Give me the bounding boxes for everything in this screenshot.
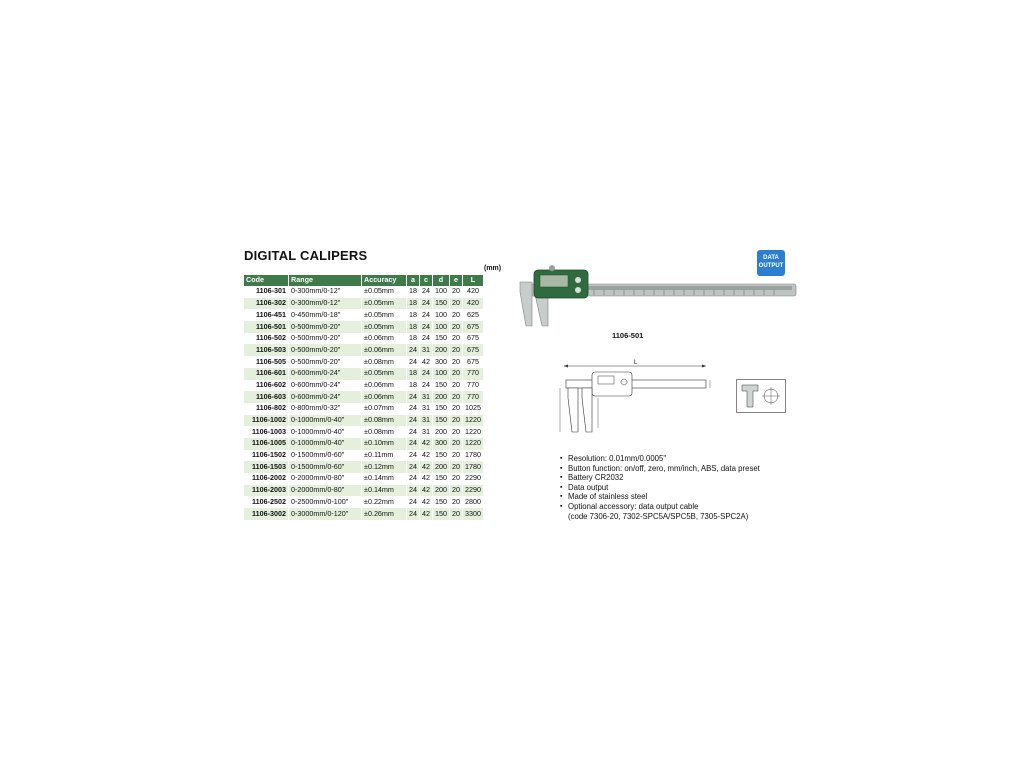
cell-a: 24 — [407, 426, 420, 438]
table-row — [244, 496, 484, 508]
cell-code: 1106-1005 — [244, 438, 289, 450]
cell-d: 150 — [433, 333, 450, 345]
table-header-row — [244, 275, 484, 286]
table-row — [244, 309, 484, 321]
cell-l: 1780 — [463, 450, 484, 462]
cell-accuracy: ±0.05mm — [362, 286, 407, 298]
cell-e: 20 — [450, 309, 463, 321]
cell-d: 150 — [433, 508, 450, 520]
cell-l: 2800 — [463, 496, 484, 508]
cell-l: 420 — [463, 298, 484, 310]
cell-c: 31 — [420, 344, 433, 356]
cell-accuracy: ±0.11mm — [362, 450, 407, 462]
product-model-label: 1106-501 — [612, 331, 644, 340]
cell-e: 20 — [450, 438, 463, 450]
cell-a: 24 — [407, 473, 420, 485]
cell-a: 24 — [407, 461, 420, 473]
cell-accuracy: ±0.05mm — [362, 309, 407, 321]
table-row — [244, 473, 484, 485]
cell-c: 42 — [420, 473, 433, 485]
cell-c: 24 — [420, 309, 433, 321]
table-row — [244, 321, 484, 333]
cell-l: 1220 — [463, 438, 484, 450]
cell-accuracy: ±0.08mm — [362, 415, 407, 427]
cell-l: 625 — [463, 309, 484, 321]
cell-accuracy: ±0.06mm — [362, 333, 407, 345]
header-d: d — [433, 275, 450, 286]
cell-a: 18 — [407, 309, 420, 321]
cell-e: 20 — [450, 356, 463, 368]
cell-a: 18 — [407, 368, 420, 380]
feature-data-output: ▪ Data output — [560, 483, 760, 493]
cell-code: 1106-503 — [244, 344, 289, 356]
cell-e: 20 — [450, 380, 463, 392]
cell-e: 20 — [450, 485, 463, 497]
cell-code: 1106-502 — [244, 333, 289, 345]
badge-line-1: DATA — [763, 255, 779, 261]
cell-c: 24 — [420, 368, 433, 380]
cell-l: 770 — [463, 391, 484, 403]
unit-note: (mm) — [484, 265, 502, 272]
cell-l: 675 — [463, 321, 484, 333]
cell-e: 20 — [450, 426, 463, 438]
cell-e: 20 — [450, 321, 463, 333]
cell-a: 18 — [407, 298, 420, 310]
cell-accuracy: ±0.10mm — [362, 438, 407, 450]
cell-c: 42 — [420, 496, 433, 508]
cell-l: 675 — [463, 333, 484, 345]
cell-e: 20 — [450, 403, 463, 415]
feature-material: ▪ Made of stainless steel — [560, 492, 760, 502]
cell-l: 675 — [463, 344, 484, 356]
cell-code: 1106-505 — [244, 356, 289, 368]
table-row — [244, 333, 484, 345]
cell-a: 24 — [407, 391, 420, 403]
cell-e: 20 — [450, 344, 463, 356]
cell-accuracy: ±0.05mm — [362, 368, 407, 380]
header-a: a — [407, 275, 420, 286]
cell-a: 24 — [407, 344, 420, 356]
cell-accuracy: ±0.06mm — [362, 344, 407, 356]
header-code: Code — [244, 275, 289, 286]
table-row — [244, 286, 484, 298]
cell-c: 31 — [420, 391, 433, 403]
cell-code: 1106-501 — [244, 321, 289, 333]
cell-code: 1106-1003 — [244, 426, 289, 438]
cell-e: 20 — [450, 508, 463, 520]
cell-a: 18 — [407, 380, 420, 392]
cell-code: 1106-2002 — [244, 473, 289, 485]
cell-c: 42 — [420, 485, 433, 497]
table-row — [244, 368, 484, 380]
cell-range: 0-1000mm/0-40" — [289, 426, 362, 438]
cell-d: 300 — [433, 438, 450, 450]
cell-d: 150 — [433, 415, 450, 427]
cell-a: 24 — [407, 415, 420, 427]
cell-code: 1106-1002 — [244, 415, 289, 427]
feature-accessory: ▪ Optional accessory: data output cable — [560, 502, 760, 512]
feature-list — [560, 454, 760, 521]
cell-a: 24 — [407, 496, 420, 508]
cell-accuracy: ±0.08mm — [362, 356, 407, 368]
cell-d: 200 — [433, 344, 450, 356]
cell-c: 24 — [420, 298, 433, 310]
cell-a: 18 — [407, 321, 420, 333]
table-row — [244, 356, 484, 368]
cell-range: 0-600mm/0-24" — [289, 368, 362, 380]
cell-d: 100 — [433, 286, 450, 298]
cell-l: 1025 — [463, 403, 484, 415]
cell-range: 0-300mm/0-12" — [289, 298, 362, 310]
table-row — [244, 344, 484, 356]
spec-table — [244, 275, 484, 520]
cell-code: 1106-603 — [244, 391, 289, 403]
cell-l: 3300 — [463, 508, 484, 520]
cell-d: 150 — [433, 403, 450, 415]
cell-range: 0-500mm/0-20" — [289, 344, 362, 356]
header-accuracy: Accuracy — [362, 275, 407, 286]
spec-table-body — [244, 286, 484, 520]
table-row — [244, 415, 484, 427]
cell-accuracy: ±0.12mm — [362, 461, 407, 473]
cell-range: 0-500mm/0-20" — [289, 356, 362, 368]
cell-l: 675 — [463, 356, 484, 368]
header-e: e — [450, 275, 463, 286]
page-title: DIGITAL CALIPERS — [244, 248, 368, 263]
cell-a: 24 — [407, 485, 420, 497]
cell-a: 24 — [407, 356, 420, 368]
cell-l: 420 — [463, 286, 484, 298]
cell-code: 1106-1502 — [244, 450, 289, 462]
cell-accuracy: ±0.14mm — [362, 485, 407, 497]
table-row — [244, 450, 484, 462]
header-l: L — [463, 275, 484, 286]
cell-accuracy: ±0.22mm — [362, 496, 407, 508]
cell-accuracy: ±0.08mm — [362, 426, 407, 438]
cell-accuracy: ±0.07mm — [362, 403, 407, 415]
cell-range: 0-800mm/0-32" — [289, 403, 362, 415]
cell-c: 24 — [420, 333, 433, 345]
header-range: Range — [289, 275, 362, 286]
cell-range: 0-1500mm/0-60" — [289, 450, 362, 462]
cell-l: 2290 — [463, 485, 484, 497]
cell-range: 0-450mm/0-18" — [289, 309, 362, 321]
cell-d: 200 — [433, 391, 450, 403]
cell-e: 20 — [450, 473, 463, 485]
cell-c: 31 — [420, 415, 433, 427]
cell-e: 20 — [450, 450, 463, 462]
cell-d: 100 — [433, 368, 450, 380]
cell-e: 20 — [450, 286, 463, 298]
cell-range: 0-2000mm/0-80" — [289, 473, 362, 485]
cell-a: 24 — [407, 450, 420, 462]
feature-resolution: ▪ Resolution: 0.01mm/0.0005" — [560, 454, 760, 464]
cell-c: 24 — [420, 380, 433, 392]
cell-d: 150 — [433, 380, 450, 392]
cell-d: 200 — [433, 485, 450, 497]
badge-line-2: OUTPUT — [758, 263, 784, 269]
cell-code: 1106-3002 — [244, 508, 289, 520]
cell-range: 0-600mm/0-24" — [289, 380, 362, 392]
table-row — [244, 438, 484, 450]
cell-accuracy: ±0.05mm — [362, 321, 407, 333]
cell-range: 0-1000mm/0-40" — [289, 415, 362, 427]
cell-a: 18 — [407, 286, 420, 298]
cell-l: 1220 — [463, 426, 484, 438]
cell-e: 20 — [450, 298, 463, 310]
cell-code: 1106-301 — [244, 286, 289, 298]
cell-accuracy: ±0.05mm — [362, 298, 407, 310]
cell-c: 42 — [420, 461, 433, 473]
cell-c: 42 — [420, 356, 433, 368]
cell-l: 1220 — [463, 415, 484, 427]
cell-a: 18 — [407, 333, 420, 345]
cell-a: 24 — [407, 403, 420, 415]
cell-d: 200 — [433, 461, 450, 473]
feature-button-function: ▪ Button function: on/off, zero, mm/inch, ABS, data preset — [560, 464, 760, 474]
header-c: c — [420, 275, 433, 286]
caliper-product-image — [514, 262, 798, 330]
cell-l: 770 — [463, 380, 484, 392]
cell-l: 770 — [463, 368, 484, 380]
cell-accuracy: ±0.14mm — [362, 473, 407, 485]
cell-a: 24 — [407, 438, 420, 450]
cell-accuracy: ±0.06mm — [362, 380, 407, 392]
cell-range: 0-500mm/0-20" — [289, 333, 362, 345]
table-row — [244, 508, 484, 520]
table-row — [244, 403, 484, 415]
data-output-badge — [757, 250, 785, 276]
table-row — [244, 298, 484, 310]
cell-e: 20 — [450, 333, 463, 345]
cell-c: 42 — [420, 450, 433, 462]
cell-code: 1106-601 — [244, 368, 289, 380]
cell-code: 1106-302 — [244, 298, 289, 310]
cell-e: 20 — [450, 391, 463, 403]
cell-e: 20 — [450, 415, 463, 427]
table-row — [244, 426, 484, 438]
cell-range: 0-2000mm/0-80" — [289, 485, 362, 497]
cell-d: 150 — [433, 496, 450, 508]
cell-c: 24 — [420, 321, 433, 333]
cell-c: 31 — [420, 426, 433, 438]
cell-e: 20 — [450, 496, 463, 508]
cell-d: 100 — [433, 309, 450, 321]
cell-d: 200 — [433, 426, 450, 438]
cell-d: 150 — [433, 473, 450, 485]
cell-e: 20 — [450, 368, 463, 380]
cell-c: 42 — [420, 438, 433, 450]
dimension-label-l: L — [634, 360, 638, 366]
table-row — [244, 380, 484, 392]
dimension-drawing — [554, 358, 714, 438]
cell-d: 100 — [433, 321, 450, 333]
cell-range: 0-3000mm/0-120" — [289, 508, 362, 520]
feature-accessory-codes: (code 7306-20, 7302-SPC5A/SPC5B, 7305-SPC2A) — [568, 511, 749, 521]
cell-range: 0-1500mm/0-60" — [289, 461, 362, 473]
cell-range: 0-600mm/0-24" — [289, 391, 362, 403]
cell-code: 1106-1503 — [244, 461, 289, 473]
cell-c: 42 — [420, 508, 433, 520]
cell-e: 20 — [450, 461, 463, 473]
cell-range: 0-500mm/0-20" — [289, 321, 362, 333]
cell-l: 1780 — [463, 461, 484, 473]
cell-d: 300 — [433, 356, 450, 368]
cell-range: 0-2500mm/0-100" — [289, 496, 362, 508]
feature-battery: ▪ Battery CR2032 — [560, 473, 760, 483]
cell-d: 150 — [433, 450, 450, 462]
jaw-detail-drawing — [736, 379, 786, 413]
cell-d: 150 — [433, 298, 450, 310]
cell-code: 1106-2003 — [244, 485, 289, 497]
cell-code: 1106-451 — [244, 309, 289, 321]
table-row — [244, 461, 484, 473]
cell-c: 31 — [420, 403, 433, 415]
cell-range: 0-300mm/0-12" — [289, 286, 362, 298]
table-row — [244, 391, 484, 403]
cell-l: 2290 — [463, 473, 484, 485]
cell-accuracy: ±0.06mm — [362, 391, 407, 403]
cell-accuracy: ±0.26mm — [362, 508, 407, 520]
cell-code: 1106-802 — [244, 403, 289, 415]
cell-code: 1106-602 — [244, 380, 289, 392]
cell-a: 24 — [407, 508, 420, 520]
cell-range: 0-1000mm/0-40" — [289, 438, 362, 450]
cell-code: 1106-2502 — [244, 496, 289, 508]
cell-c: 24 — [420, 286, 433, 298]
table-row — [244, 485, 484, 497]
